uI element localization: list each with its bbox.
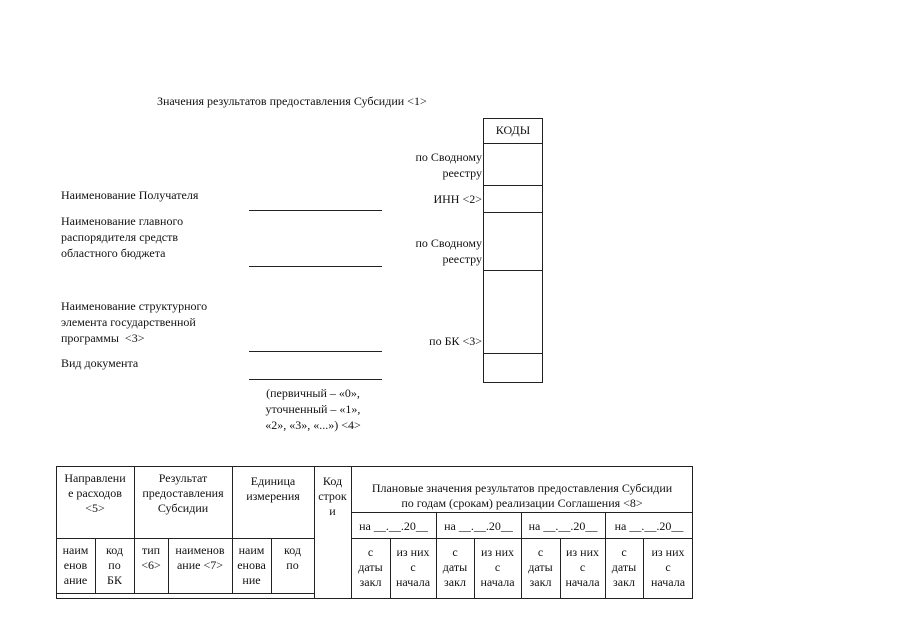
codes-label-summary-registry-1: по Сводному реестру xyxy=(415,150,482,180)
period-1: на __.__.20__ xyxy=(359,519,428,533)
doc-type-note: (первичный – «0», уточненный – «1», «2», «3», «...») <4> xyxy=(265,386,361,432)
period-4-from-date: с даты закл xyxy=(611,545,637,589)
period-2-from-start: из них с начала xyxy=(480,545,515,589)
col-unit: Единица измерения xyxy=(246,474,300,503)
period-4-from-start: из них с начала xyxy=(650,545,686,589)
period-1-from-date: с даты закл xyxy=(358,545,383,589)
program-element-label: Наименование структурного элемента государственной программы <3> xyxy=(61,299,208,345)
period-2: на __.__.20__ xyxy=(444,519,513,533)
sub-unit-code: код по xyxy=(284,543,301,572)
program-element-line[interactable] xyxy=(249,351,382,352)
codes-label-bk: по БК <3> xyxy=(429,334,482,348)
period-3: на __.__.20__ xyxy=(528,519,598,533)
period-1-from-start: из них с начала xyxy=(395,545,431,589)
codes-header: КОДЫ xyxy=(495,123,531,137)
col-result: Результат предоставления Субсидии xyxy=(142,471,224,515)
col-direction: Направлени е расходов <5> xyxy=(64,471,126,515)
doc-type-label: Вид документа xyxy=(61,356,139,370)
recipient-line[interactable] xyxy=(249,210,382,211)
sub-direction-name: наим енов ание xyxy=(62,543,89,587)
period-3-from-start: из них с начала xyxy=(565,545,600,589)
codes-box xyxy=(483,118,543,383)
doc-type-line[interactable] xyxy=(249,379,382,380)
sub-result-type: тип <6> xyxy=(141,543,161,572)
col-code: Код строк и xyxy=(318,474,347,518)
page-title: Значения результатов предоставления Субсидии <1> xyxy=(157,94,427,108)
recipient-label: Наименование Получателя xyxy=(61,188,199,202)
sub-result-name: наименов ание <7> xyxy=(175,543,225,572)
period-4: на __.__.20__ xyxy=(614,519,684,533)
main-manager-label: Наименование главного распорядителя средств областного бюджета xyxy=(61,214,184,260)
period-2-from-date: с даты закл xyxy=(442,545,468,589)
codes-label-inn: ИНН <2> xyxy=(433,192,482,206)
period-3-from-date: с даты закл xyxy=(528,545,553,589)
col-plan: Плановые значения результатов предоставления Субсидии по годам (срокам) реализации Соглашения <8> xyxy=(371,481,673,510)
codes-label-summary-registry-2: по Сводному реестру xyxy=(415,236,482,266)
sub-unit-name: наим енова ние xyxy=(237,543,266,587)
sub-direction-code: код по БК xyxy=(106,543,123,587)
main-manager-line[interactable] xyxy=(249,266,382,267)
